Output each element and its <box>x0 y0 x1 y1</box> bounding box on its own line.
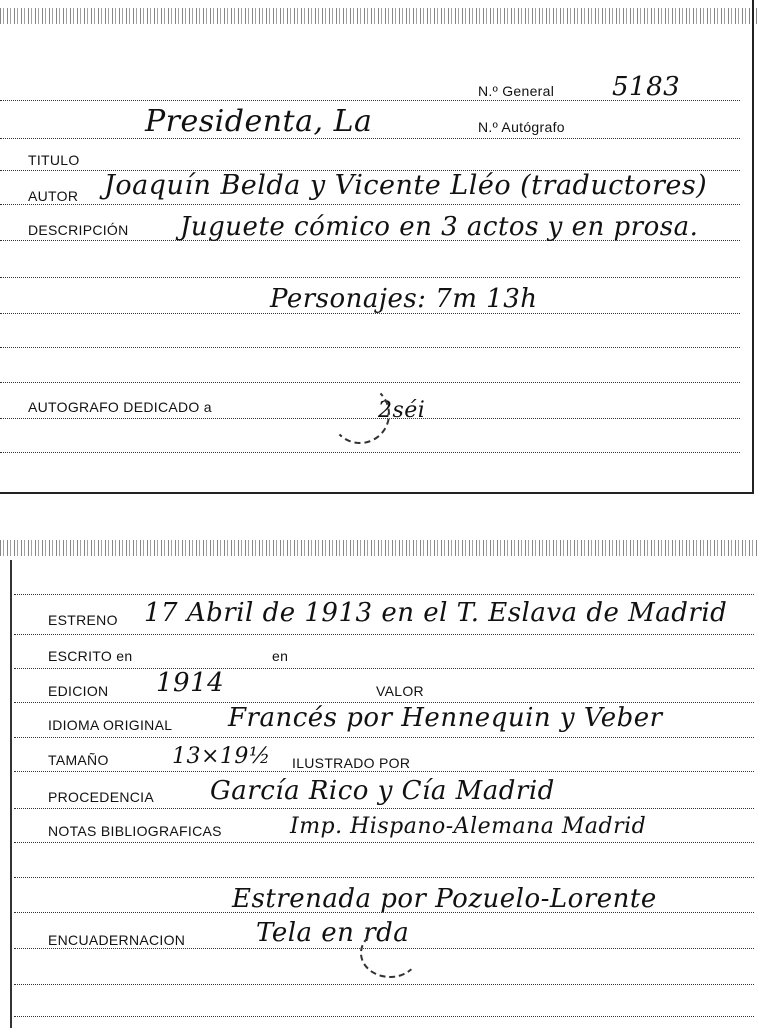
autografo-dedicado-value: 2séi <box>378 398 426 423</box>
ilustrado-label: ILUSTRADO POR <box>292 755 411 771</box>
rule-line <box>0 452 740 453</box>
encuadernacion-value: Tela en rda <box>256 918 410 948</box>
rule-line <box>14 1016 754 1017</box>
rule-line <box>0 204 740 205</box>
idioma-label: IDIOMA ORIGINAL <box>48 717 173 733</box>
rule-line <box>14 634 754 635</box>
rule-line <box>14 984 754 985</box>
rule-line <box>14 842 754 843</box>
estreno-label: ESTRENO <box>48 612 118 628</box>
card-left-border <box>10 560 12 1028</box>
notas-value: Imp. Hispano-Alemana Madrid <box>290 814 647 839</box>
descripcion-value: Juguete cómico en 3 actos y en prosa. <box>180 212 699 242</box>
title-handwritten: Presidenta, La <box>145 104 373 139</box>
rule-line <box>14 737 754 738</box>
autografo-dedicado-label: AUTOGRAFO DEDICADO a <box>28 399 212 415</box>
rule-line <box>14 668 754 669</box>
edicion-value: 1914 <box>156 668 225 698</box>
escrito-label: ESCRITO en <box>48 648 133 664</box>
valor-label: VALOR <box>376 683 424 699</box>
procedencia-label: PROCEDENCIA <box>48 789 154 805</box>
estrenada-value: Estrenada por Pozuelo-Lorente <box>232 884 657 914</box>
autor-value: Joaquín Belda y Vicente Lléo (traductores) <box>104 170 708 201</box>
rule-line <box>14 771 754 772</box>
rule-line <box>14 808 754 809</box>
procedencia-value: García Rico y Cía Madrid <box>210 776 555 806</box>
encuadernacion-label: ENCUADERNACION <box>48 932 186 948</box>
descripcion-label: DESCRIPCIÓN <box>28 222 129 238</box>
tamano-label: TAMAÑO <box>48 752 109 768</box>
num-general-value: 5183 <box>612 72 681 102</box>
rule-line <box>0 382 740 383</box>
notas-label: NOTAS BIBLIOGRAFICAS <box>48 823 222 839</box>
escrito-en-label: en <box>272 648 289 664</box>
num-general-label: N.º General <box>478 83 555 99</box>
rule-line <box>14 594 754 595</box>
rule-line <box>0 347 740 348</box>
stamp-mark <box>330 384 390 444</box>
rule-line <box>14 877 754 878</box>
idioma-value: Francés por Hennequin y Veber <box>228 703 663 733</box>
num-autografo-label: N.º Autógrafo <box>478 119 565 135</box>
stamp-mark <box>360 928 420 978</box>
edicion-label: EDICION <box>48 683 109 699</box>
rule-line <box>0 277 740 278</box>
personajes-value: Personajes: 7m 13h <box>270 284 538 314</box>
tamano-value: 13×19½ <box>172 744 271 769</box>
titulo-label: TITULO <box>28 152 80 168</box>
estreno-value: 17 Abril de 1913 en el T. Eslava de Madrid <box>144 598 728 628</box>
autor-label: AUTOR <box>28 188 79 204</box>
